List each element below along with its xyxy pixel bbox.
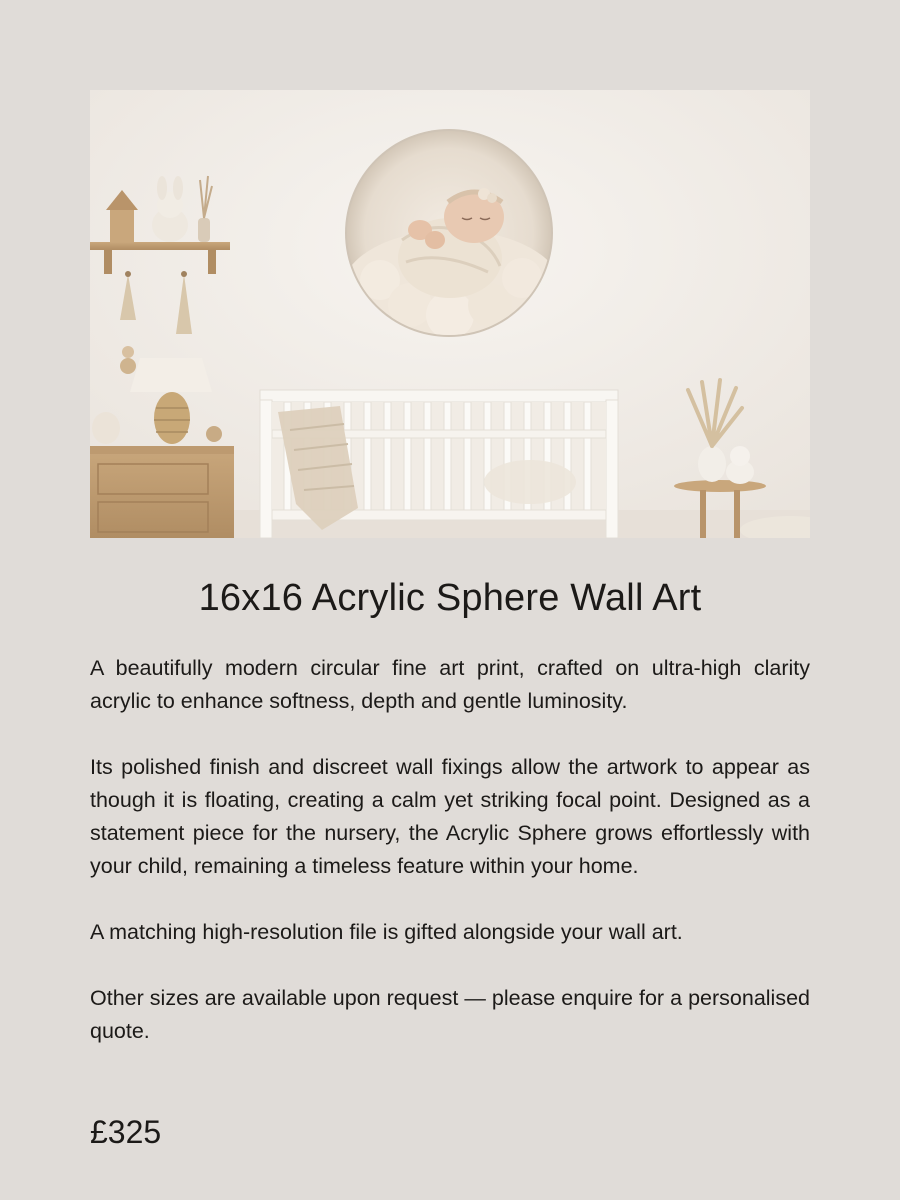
description-paragraph-4: Other sizes are available upon request — please enquire for a personalised quote. <box>90 986 810 1043</box>
product-description <box>90 652 810 1081</box>
nursery-product-photo <box>90 90 810 538</box>
white-crib <box>260 390 618 538</box>
product-title: 16x16 Acrylic Sphere Wall Art <box>198 577 702 619</box>
description-paragraph-1: A beautifully modern circular fine art print, crafted on ultra-high clarity acrylic to enhance softness, depth and gentle luminosity. <box>90 656 810 713</box>
description-paragraph-2: Its polished finish and discreet wall fixings allow the artwork to appear as though it is floating, creating a calm yet striking focal point. Designed as a statement piece for the nursery, the Acrylic Sphere grows effortlessly with your child, remaining a timeless feature within your home. <box>90 755 810 878</box>
description-paragraph-3: A matching high-resolution file is gifted alongside your wall art. <box>90 920 683 944</box>
product-price: £325 <box>90 1114 162 1150</box>
